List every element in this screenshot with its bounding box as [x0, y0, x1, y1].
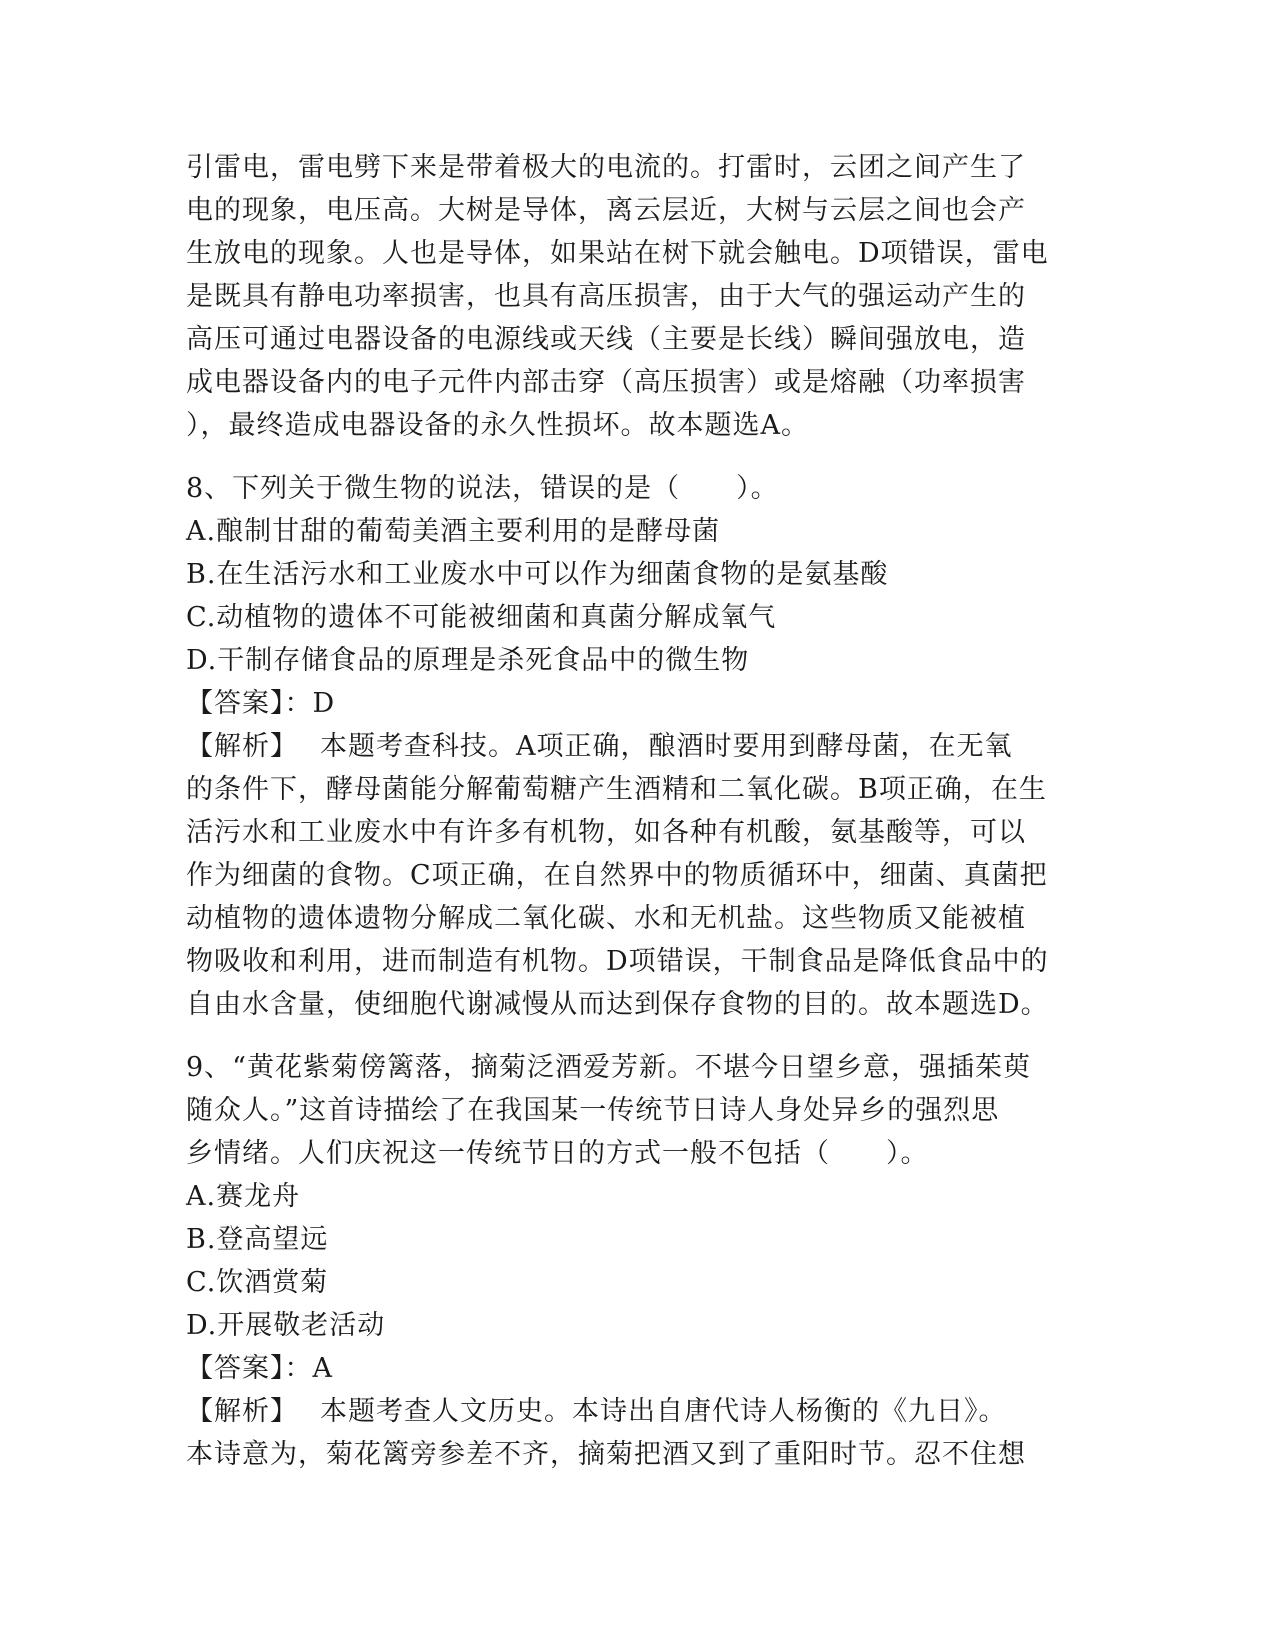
analysis-line: 的条件下，酵母菌能分解葡萄糖产生酒精和二氧化碳。B项正确，在生	[186, 774, 1047, 805]
analysis-text: 本题考查人文历史。本诗出自唐代诗人杨衡的《九日》。	[320, 1396, 1007, 1427]
question-stem-line: 9、“黄花紫菊傍篱落，摘菊泛酒爱芳新。不堪今日望乡意，强插茱萸	[186, 1052, 1031, 1083]
analysis-line: 物吸收和利用，进而制造有机物。D项错误，干制食品是降低食品中的	[186, 946, 1049, 977]
analysis-label: 【解析】	[186, 1396, 298, 1427]
analysis-first-line	[186, 1390, 1086, 1433]
answer-line: 【答案】：A	[186, 1353, 333, 1384]
question-9	[186, 1046, 1086, 1476]
document-page	[186, 146, 1086, 1476]
option-b: B.在生活污水和工业废水中可以作为细菌食物的是氨基酸	[186, 559, 889, 590]
analysis-line: 活污水和工业废水中有许多有机物，如各种有机酸，氨基酸等，可以	[186, 817, 1026, 848]
analysis-label: 【解析】	[186, 731, 298, 762]
analysis-line: 作为细菌的食物。C项正确，在自然界中的物质循环中，细菌、真菌把	[186, 860, 1048, 891]
analysis-line: 自由水含量，使细胞代谢减慢从而达到保存食物的目的。故本题选D。	[186, 989, 1049, 1020]
question-stem: 8、下列关于微生物的说法，错误的是（ ）。	[186, 473, 779, 504]
option-b: B.登高望远	[186, 1224, 329, 1255]
text-line: 高压可通过电器设备的电源线或天线（主要是长线）瞬间强放电，造	[186, 324, 1026, 355]
text-line: 是既具有静电功率损害，也具有高压损害，由于大气的强运动产生的	[186, 281, 1026, 312]
question-8	[186, 467, 1086, 1026]
question-stem-line: 乡情绪。人们庆祝这一传统节日的方式一般不包括（ ）。	[186, 1138, 929, 1169]
text-line: 电的现象，电压高。大树是导体，离云层近，大树与云层之间也会产	[186, 195, 1026, 226]
text-line: 成电器设备内的电子元件内部击穿（高压损害）或是熔融（功率损害	[186, 367, 1026, 398]
option-a: A.赛龙舟	[186, 1181, 301, 1212]
question-stem-line: 随众人。”这首诗描绘了在我国某一传统节日诗人身处异乡的强烈思	[186, 1095, 1000, 1126]
option-d: D.干制存储食品的原理是杀死食品中的微生物	[186, 645, 750, 676]
option-c: C.饮酒赏菊	[186, 1267, 329, 1298]
text-line: 生放电的现象。人也是导体，如果站在树下就会触电。D项错误，雷电	[186, 238, 1049, 269]
analysis-line: 本诗意为，菊花篱旁参差不齐，摘菊把酒又到了重阳时节。忍不住想	[186, 1439, 1026, 1470]
analysis-first-line	[186, 725, 1086, 768]
text-line: 引雷电，雷电劈下来是带着极大的电流的。打雷时，云团之间产生了	[186, 152, 1026, 183]
paragraph-gap	[186, 1026, 1086, 1046]
option-d: D.开展敬老活动	[186, 1310, 386, 1341]
analysis-text: 本题考查科技。A项正确，酿酒时要用到酵母菌，在无氧	[320, 731, 1013, 762]
option-c: C.动植物的遗体不可能被细菌和真菌分解成氧气	[186, 602, 777, 633]
analysis-line: 动植物的遗体遗物分解成二氧化碳、水和无机盐。这些物质又能被植	[186, 903, 1026, 934]
text-line: ），最终造成电器设备的永久性损坏。故本题选A。	[186, 410, 809, 441]
option-a: A.酿制甘甜的葡萄美酒主要利用的是酵母菌	[186, 516, 721, 547]
paragraph-gap	[186, 447, 1086, 467]
previous-explanation-tail	[186, 146, 1086, 447]
answer-line: 【答案】：D	[186, 688, 336, 719]
